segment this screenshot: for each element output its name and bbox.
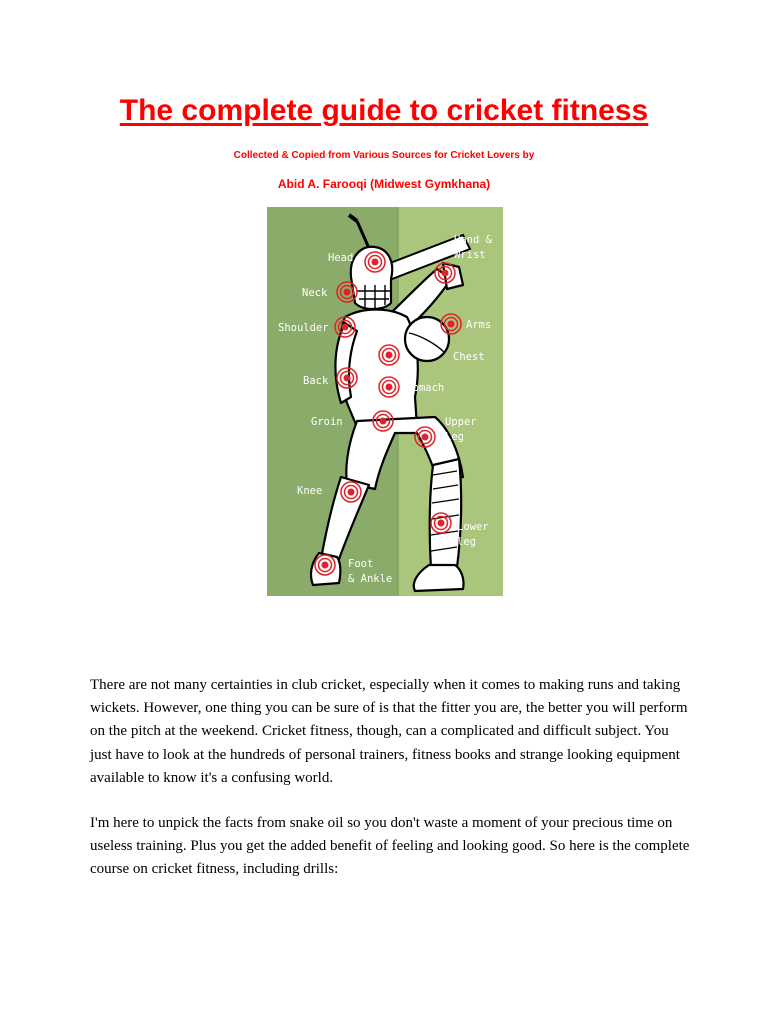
label-knee: Knee bbox=[297, 485, 323, 497]
target-stomach bbox=[379, 377, 399, 397]
target-foot bbox=[315, 555, 335, 575]
label-groin: Groin bbox=[311, 416, 343, 428]
label-back: Back bbox=[303, 375, 329, 387]
label-lower-leg-2: leg bbox=[457, 536, 476, 548]
label-neck: Neck bbox=[302, 287, 328, 299]
label-foot-1: Foot bbox=[348, 558, 374, 570]
author-line: Abid A. Farooqi (Midwest Gymkhana) bbox=[277, 177, 491, 191]
target-upper-leg bbox=[415, 427, 435, 447]
label-upper-leg-2: Leg bbox=[445, 431, 464, 443]
target-knee bbox=[341, 482, 361, 502]
target-neck bbox=[337, 282, 357, 302]
cricketer-illustration bbox=[267, 207, 503, 596]
subtitle: Collected & Copied from Various Sources for Cricket Lovers by bbox=[233, 150, 535, 161]
label-hand-2: Wrist bbox=[454, 249, 486, 261]
label-head: Head bbox=[328, 252, 354, 264]
page-title: The complete guide to cricket fitness bbox=[119, 94, 649, 127]
target-groin bbox=[373, 411, 393, 431]
target-shoulder bbox=[335, 317, 355, 337]
target-head bbox=[365, 252, 385, 272]
second-paragraph: I'm here to unpick the facts from snake oil so you don't waste a moment of your precious time on useless training. Plus you get the added benefit of feeling and looking good. So here is the complete course on cricket fitness, including drills: bbox=[90, 815, 690, 878]
target-lower-leg bbox=[431, 513, 451, 533]
label-lower-leg-1: Lower bbox=[457, 521, 489, 533]
target-back bbox=[337, 368, 357, 388]
label-upper-leg-1: Upper bbox=[445, 416, 477, 428]
label-chest: Chest bbox=[453, 351, 485, 363]
target-chest bbox=[379, 345, 399, 365]
target-hand bbox=[435, 263, 455, 283]
label-hand-1: Hand & bbox=[454, 234, 492, 246]
target-arms bbox=[441, 314, 461, 334]
label-foot-2: & Ankle bbox=[348, 573, 393, 585]
label-shoulder: Shoulder bbox=[278, 322, 329, 334]
label-stomach: Stomach bbox=[400, 382, 445, 394]
intro-paragraph: There are not many certainties in club cricket, especially when it comes to making runs and taking wickets. However, one thing you can be sure of is that the fitter you are, the better you will perform on the pitch at the weekend. Cricket fitness, though, can a complicated and difficult subject. You just have to look at the hundreds of personal trainers, fitness books and strange looking equipment available to know it's a confusing world. bbox=[90, 677, 688, 786]
cricket-injury-figure bbox=[267, 207, 503, 596]
label-arms: Arms bbox=[466, 319, 492, 331]
